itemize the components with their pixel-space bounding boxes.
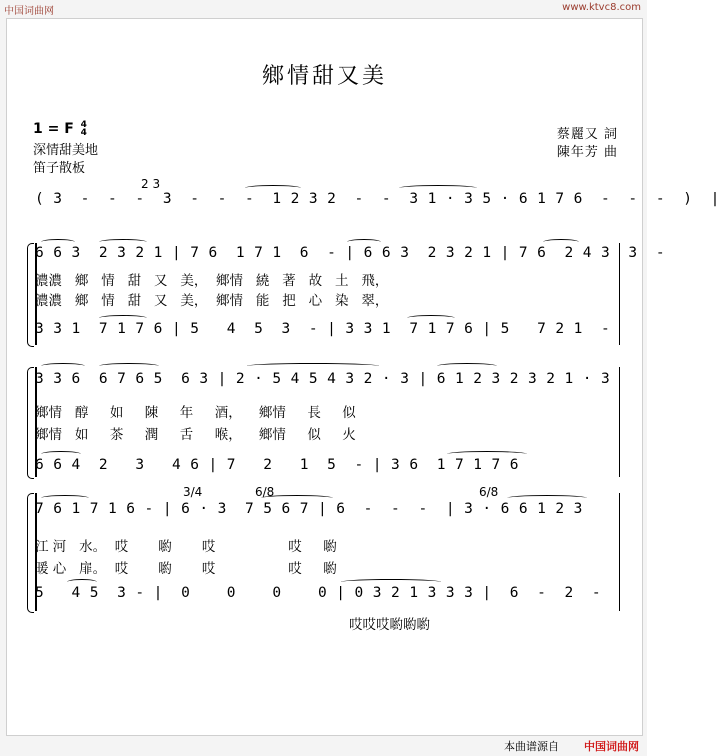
- system2-lyric-verse1: 鄉情 醇 如 陳 年 酒， 鄉情 長 似: [35, 405, 356, 421]
- watermark-bottom-label: 本曲谱源自: [504, 740, 559, 753]
- system-brace: [27, 367, 34, 479]
- system2-melody: 3 3 6 6 7 6 5 6 3 | 2 · 5 4 5 4 3 2 · 3 | 6 1 2 3 2 3 2 1 · 3: [35, 371, 611, 387]
- system3-melody: 7 6 1 7 1 6 - | 6 · 3 7 5 6 7 | 6 - - - | 3 · 6 6 1 2 3: [35, 501, 583, 517]
- meter-change: 6/8: [479, 485, 499, 499]
- system-brace: [27, 243, 34, 347]
- system-bar-right: [619, 367, 621, 477]
- meter-change: 3/4: [183, 485, 203, 499]
- slur: [245, 185, 301, 191]
- intro-grace-note: 2 3: [141, 177, 161, 191]
- slur: [437, 363, 497, 369]
- system3-lyric-verse1: 江 河 水。 哎 喲 哎 哎 喲: [35, 539, 337, 555]
- system1-melody: 6 6 3 2 3 2 1 | 7 6 1 7 1 6 - | 6 6 3 2 3 2 1 | 7 6 2 4 3 3 -: [35, 245, 665, 261]
- system2-lyric-verse2: 鄉情 如 茶 潤 舌 喉， 鄉情 似 火: [35, 427, 356, 443]
- system1-lyric-verse2: 濃濃 鄉 情 甜 又 美， 鄉情 能 把 心 染 翠，: [35, 293, 389, 309]
- slur: [399, 185, 477, 191]
- mood-line-1: 深情甜美地: [33, 143, 99, 158]
- slur: [99, 363, 159, 369]
- time-bottom: 4: [80, 128, 87, 138]
- slur: [247, 363, 379, 369]
- mood-line-2: 笛子散板: [33, 161, 86, 176]
- system-brace: [27, 493, 34, 613]
- lyricist-credit: 蔡麗又 詞: [556, 127, 618, 142]
- slur: [41, 363, 85, 369]
- time-signature: [81, 121, 87, 137]
- score-sheet: [6, 18, 720, 736]
- meter-change: 6/8: [255, 485, 275, 499]
- watermark-bottom-site: 中国词曲网: [584, 740, 639, 753]
- key-label: 1 = F: [33, 121, 74, 137]
- system2-harmony: 6 6 4 2 3 4 6 | 7 2 1 5 - | 3 6 1 7 1 7 6: [35, 457, 519, 473]
- intro-notation: ( 3 - - - 3 - - - 1 2 3 2 - - 3 1 · 3 5 · 6 1 7 6 - - - ) |: [35, 191, 720, 207]
- watermark-top-right: www.ktvc8.com: [562, 2, 641, 13]
- system1-lyric-verse1: 濃濃 鄉 情 甜 又 美， 鄉情 繞 著 故 土 飛，: [35, 273, 389, 289]
- system-bar-right: [619, 493, 621, 611]
- time-top: 4: [80, 120, 87, 130]
- system3-extra-lyric: 哎哎哎喲喲喲: [349, 617, 430, 633]
- system3-lyric-verse2: 暖 心 扉。 哎 喲 哎 哎 喲: [35, 561, 337, 577]
- song-title: 鄉情甜又美: [261, 64, 387, 89]
- system1-harmony: 3 3 1 7 1 7 6 | 5 4 5 3 - | 3 3 1 7 1 7 6 | 5 7 2 1 -: [35, 321, 611, 337]
- watermark-top-left: 中国词曲网: [4, 6, 54, 17]
- composer-credit: 陳年芳 曲: [556, 145, 618, 160]
- system3-harmony: 5 4 5 3 - | 0 0 0 0 | 0 3 2 1 3 3 3 | 6 - 2 -: [35, 585, 602, 601]
- key-signature: [33, 121, 87, 137]
